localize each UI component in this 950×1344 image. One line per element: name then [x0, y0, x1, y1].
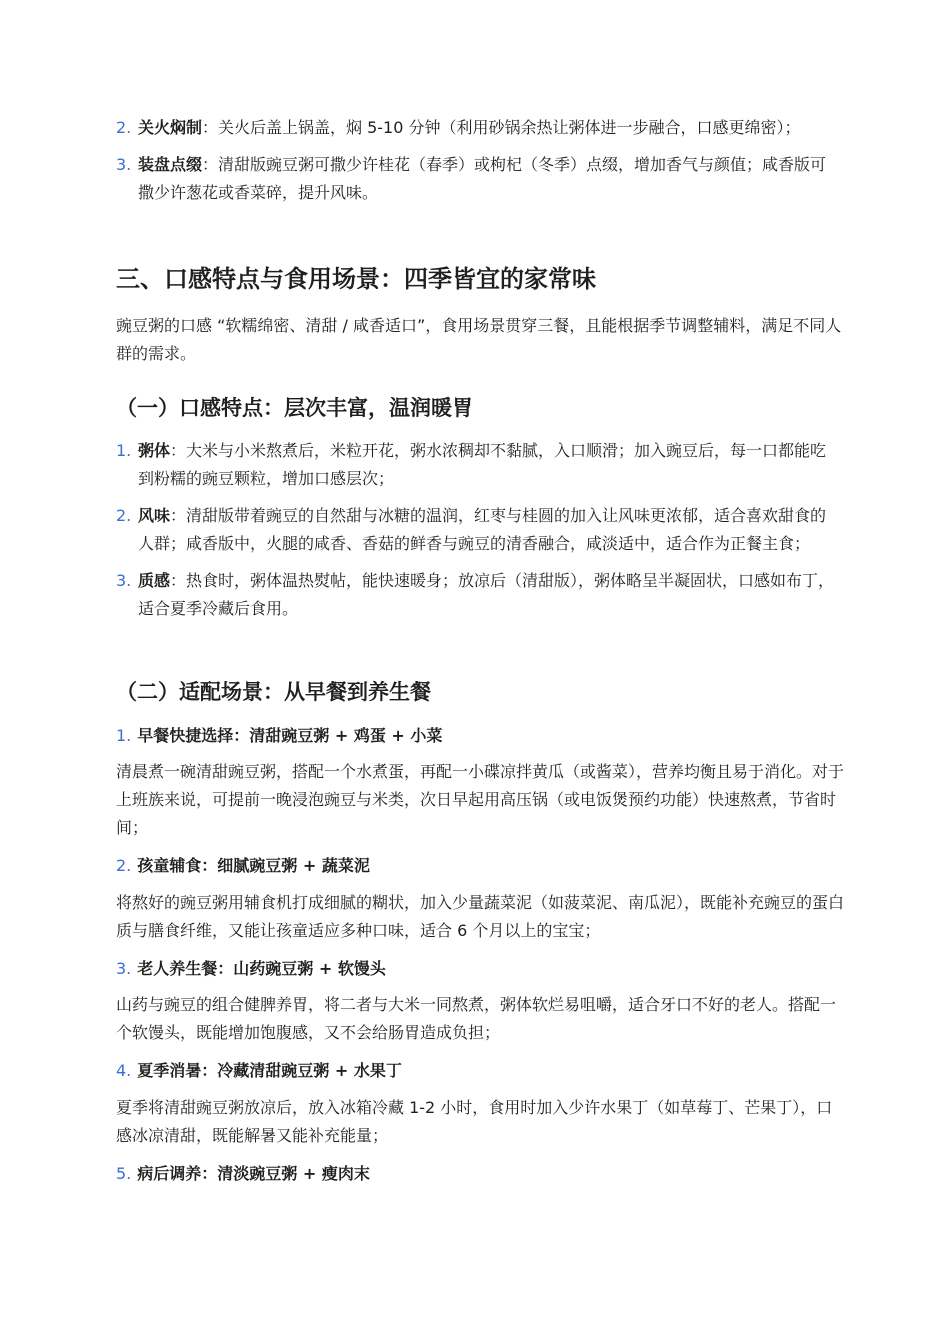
- list-number: 2.: [116, 856, 132, 875]
- section-intro: 豌豆粥的口感 “软糯绵密、清甜 / 咸香适口”，食用场景贯穿三餐，且能根据季节调整辅料，满足不同人群的需求。: [116, 316, 842, 363]
- list-item: [116, 567, 836, 623]
- list-number: 2.: [116, 118, 132, 137]
- scene-heading: [116, 724, 442, 748]
- list-text: ：大米与小米熬煮后，米粒开花，粥水浓稠却不黏腻，入口顺滑；加入豌豆后，每一口都能吃到粉糯的豌豆颗粒，增加口感层次；: [138, 441, 827, 488]
- list-term: 装盘点缀: [138, 155, 203, 174]
- list-number: 3.: [116, 571, 132, 590]
- list-number: 3.: [116, 959, 132, 978]
- section-heading: 三、口感特点与食用场景：四季皆宜的家常味: [116, 265, 596, 293]
- list-item: [116, 151, 836, 207]
- list-text: ：清甜版带着豌豆的自然甜与冰糖的温润，红枣与桂圆的加入让风味更浓郁，适合喜欢甜食的人群；咸香版中，火腿的咸香、香菇的鲜香与豌豆的清香融合，咸淡适中，适合作为正餐主食；: [138, 506, 827, 553]
- list-text: ：热食时，粥体温热熨帖，能快速暖身；放凉后（清甜版），粥体略呈半凝固状，口感如布丁，适合夏季冷藏后食用。: [138, 571, 835, 618]
- list-number: 5.: [116, 1164, 132, 1183]
- list-text: ：清甜版豌豆粥可撒少许桂花（春季）或枸杞（冬季）点缀，增加香气与颜值；咸香版可撒少许葱花或香菜碎，提升风味。: [138, 155, 827, 202]
- list-text: ：关火后盖上锅盖，焖 5-10 分钟（利用砂锅余热让粥体进一步融合，口感更绵密）；: [202, 118, 801, 137]
- texture-list: [116, 437, 836, 632]
- list-number: 3.: [116, 155, 132, 174]
- scene-title: 早餐快捷选择：清甜豌豆粥 + 鸡蛋 + 小菜: [137, 726, 443, 745]
- list-item: [116, 502, 836, 558]
- scene-text: 夏季将清甜豌豆粥放凉后，放入冰箱冷藏 1-2 小时，食用时加入少许水果丁（如草莓丁、芒果丁），口感冰凉清甜，既能解暑又能补充能量；: [116, 1098, 833, 1145]
- scene-text: 将熬好的豌豆粥用辅食机打成细腻的糊状，加入少量蔬菜泥（如菠菜泥、南瓜泥），既能补充豌豆的蛋白质与膳食纤维，又能让孩童适应多种口味，适合 6 个月以上的宝宝；: [116, 893, 845, 940]
- list-term: 粥体: [138, 441, 171, 460]
- list-term: 风味: [138, 506, 171, 525]
- list-item: [116, 437, 836, 493]
- list-item: [116, 114, 836, 142]
- list-number: 1.: [116, 441, 132, 460]
- scene-title: 老人养生餐：山药豌豆粥 + 软馒头: [137, 959, 386, 978]
- list-term: 关火焖制: [138, 118, 203, 137]
- list-term: 质感: [138, 571, 171, 590]
- scene-heading: [116, 854, 370, 878]
- scene-heading: [116, 1162, 370, 1186]
- subsection-heading: （二）适配场景：从早餐到养生餐: [116, 680, 431, 704]
- list-number: 2.: [116, 506, 132, 525]
- scene-text: 清晨煮一碗清甜豌豆粥，搭配一个水煮蛋，再配一小碟凉拌黄瓜（或酱菜），营养均衡且易于消化。对于上班族来说，可提前一晚浸泡豌豆与米类，次日早起用高压锅（或电饭煲预约功能）快速熬煮，节省时间；: [116, 762, 845, 837]
- list-number: 4.: [116, 1061, 132, 1080]
- scene-heading: [116, 957, 386, 981]
- scene-heading: [116, 1059, 402, 1083]
- subsection-heading: （一）口感特点：层次丰富，温润暖胃: [116, 396, 473, 420]
- scene-title: 夏季消暑：冷藏清甜豌豆粥 + 水果丁: [137, 1061, 402, 1080]
- cooking-steps-list: [116, 114, 836, 216]
- scene-title: 孩童辅食：细腻豌豆粥 + 蔬菜泥: [137, 856, 370, 875]
- list-number: 1.: [116, 726, 132, 745]
- scene-title: 病后调养：清淡豌豆粥 + 瘦肉末: [137, 1164, 370, 1183]
- scene-text: 山药与豌豆的组合健脾养胃，将二者与大米一同熬煮，粥体软烂易咀嚼，适合牙口不好的老人。搭配一个软馒头，既能增加饱腹感，又不会给肠胃造成负担；: [116, 995, 837, 1042]
